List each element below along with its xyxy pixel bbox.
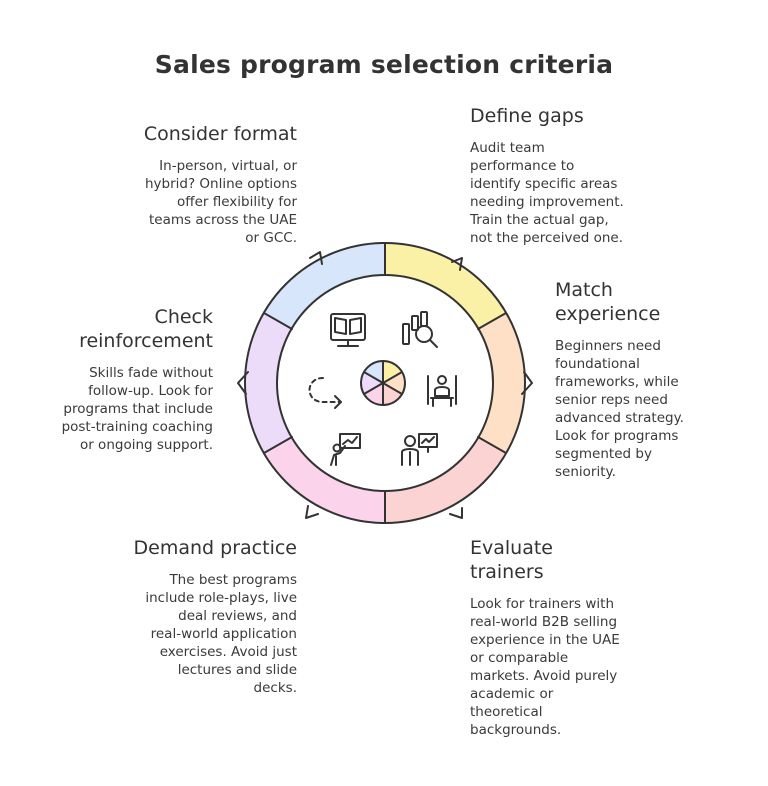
- segment-match-experience: [478, 313, 525, 453]
- dashed-arrow-icon: [310, 378, 342, 408]
- define-gaps-description: Audit team performance to identify specific areas needing improvement. Train the actual gap, not the perceived one.: [470, 140, 624, 246]
- arrow-notch-icon: [306, 506, 318, 518]
- segment-check-reinforcement: [245, 313, 292, 453]
- presenter-board-icon: [331, 434, 360, 465]
- evaluate-trainers-description: Look for trainers with real-world B2B selling experience in the UAE or comparable markets. Avoid purely academic or theoretical backgrounds.: [470, 596, 620, 738]
- demand-practice-description: The best programs include role-plays, live deal reviews, and real-world application exercises. Avoid just lectures and slide decks.: [145, 572, 297, 696]
- consider-format-description: In-person, virtual, or hybrid? Online options offer flexibility for teams across the UAE or GCC.: [144, 158, 297, 246]
- define-gaps-heading: Define gaps: [470, 105, 584, 127]
- classroom-icon: [428, 376, 456, 406]
- check-reinforcement-heading: Check reinforcement: [79, 306, 213, 352]
- magnifier-chart-icon: [403, 312, 437, 347]
- consider-format-heading: Consider format: [143, 123, 297, 145]
- book-monitor-icon: [331, 314, 365, 346]
- check-reinforcement-description: Skills fade without follow-up. Look for programs that include post-training coaching or ongoing support.: [61, 365, 213, 453]
- match-experience-description: Beginners need foundational frameworks, while senior reps need advanced strategy. Look for programs segmented by seniority.: [555, 338, 684, 480]
- demand-practice-heading: Demand practice: [133, 537, 297, 559]
- arrow-notch-icon: [450, 508, 462, 518]
- evaluate-trainers-heading: Evaluate trainers: [470, 537, 553, 583]
- center-pie-icon: [361, 361, 405, 405]
- page-title: Sales program selection criteria: [154, 50, 614, 79]
- match-experience-heading: Match experience: [555, 279, 661, 325]
- presenter-chart-icon: [402, 434, 437, 465]
